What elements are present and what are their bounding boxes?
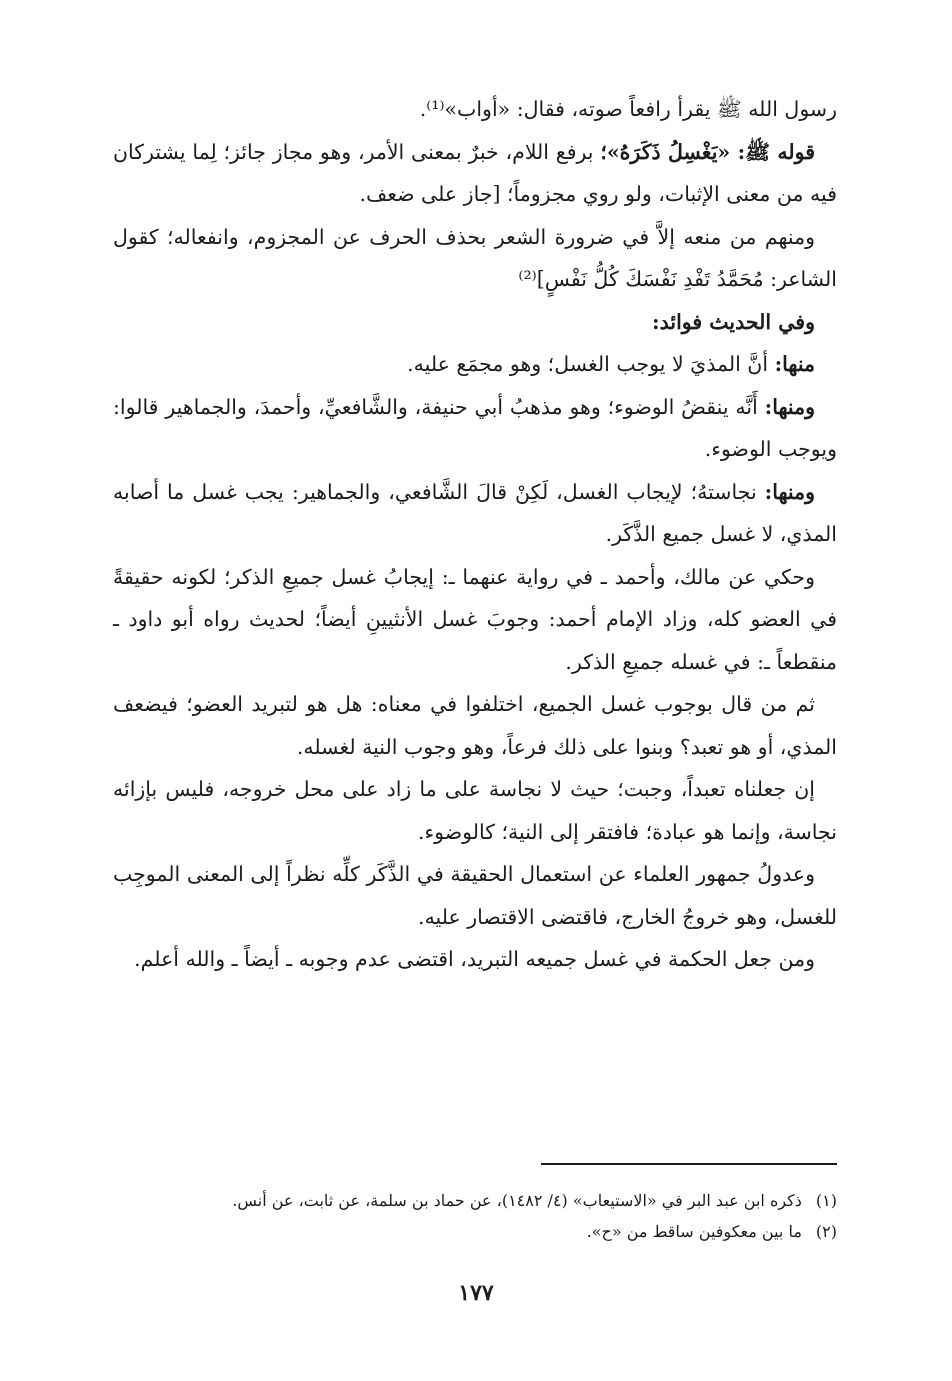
paragraph-text: أَنَّه ينقضُ الوضوء؛ وهو مذهبُ أبي حنيفة، والشَّافعيِّ، وأحمدَ، والجماهير قالوا: ويوجب الوضوء. — [113, 394, 837, 461]
paragraph-text: وعدولُ جمهور العلماء عن استعمال الحقيقة في الذَّكَر كلِّه نظراً إلى المعنى الموجِب للغسل، وهو خروجُ الخارج، فاقتضى الاقتصار عليه. — [113, 862, 837, 929]
paragraph — [113, 471, 837, 556]
paragraph-text: برفع اللام، خبرٌ بمعنى الأمر، وهو مجاز جائز؛ لِما يشتركان فيه من معنى الإثبات، ولو روي مجزوماً؛ [جاز على ضعف. — [113, 139, 837, 206]
footnote — [113, 1216, 837, 1247]
paragraph-text: ومنهم من منعه إلاَّ في ضرورة الشعر بحذف الحرف عن المجزوم، وانفعاله؛ كقول الشاعر: مُحَمَّدُ تَفْدِ نَفْسَكَ كُلُّ نَفْسٍ]⁽²⁾ — [113, 224, 837, 291]
main-text — [113, 88, 837, 981]
footnote-text: ما بين معكوفين ساقط من «ح». — [586, 1222, 802, 1241]
paragraph-lead: منها: — [774, 352, 815, 376]
paragraph — [113, 301, 837, 344]
paragraph — [113, 343, 837, 386]
paragraph — [113, 88, 837, 131]
paragraph — [113, 938, 837, 981]
paragraph — [113, 853, 837, 938]
paragraph-text: أنَّ المذيَ لا يوجب الغسل؛ وهو مجمَع عليه. — [407, 352, 775, 376]
paragraph — [113, 386, 837, 471]
paragraph-lead: ومنها: — [764, 394, 815, 419]
footnote-number: (٢) — [815, 1222, 837, 1241]
footnote-text: ذكره ابن عبد البر في «الاستيعاب» (٤/ ١٤٨٢)، عن حماد بن سلمة، عن ثابت، عن أنس. — [232, 1191, 802, 1210]
footnote — [113, 1185, 837, 1216]
paragraph — [113, 556, 837, 684]
paragraph-text: وحكي عن مالك، وأحمد ـ في رواية عنهما ـ: إيجابُ غسل جميعِ الذكر؛ لكونه حقيقةً في العضو كله، وزاد الإمام أحمد: وجوبَ غسل الأنثيينِ أيضاً؛ لحديث رواه أبو داود ـ منقطعاً ـ: في غسله جميعِ الذكر. — [113, 564, 837, 674]
footnote-number: (١) — [815, 1191, 837, 1210]
footnote-divider — [541, 1163, 837, 1165]
paragraph — [113, 683, 837, 768]
paragraph-lead: ومنها: — [764, 479, 815, 504]
paragraph-text: رسول الله ﷺ يقرأ رافعاً صوته، فقال: «أواب»⁽¹⁾. — [419, 97, 837, 121]
footnotes — [113, 1185, 837, 1247]
paragraph — [113, 216, 837, 301]
paragraph — [113, 131, 837, 216]
paragraph-text: إن جعلناه تعبداً، وجبت؛ حيث لا نجاسة على ما زاد على محل خروجه، فليس بإزائه نجاسة، وإنما هو عبادة؛ فافتقر إلى النية؛ كالوضوء. — [113, 777, 837, 844]
paragraph-lead: وفي الحديث فوائد: — [652, 309, 815, 334]
paragraph-text: ومن جعل الحكمة في غسل جميعه التبريد، اقتضى عدم وجوبه ـ أيضاً ـ والله أعلم. — [134, 947, 815, 971]
paragraph-text: ثم من قال بوجوب غسل الجميع، اختلفوا في معناه: هل هو لتبريد العضو؛ فيضعف المذي، أو هو تعبد؟ وبنوا على ذلك فرعاً، وهو وجوب النية لغسله. — [113, 692, 837, 759]
paragraph-text: نجاستهُ؛ لإيجاب الغسل، لَكِنْ قالَ الشَّافعي، والجماهير: يجب غسل ما أصابه المذي، لا غسل جميع الذَّكَر. — [113, 479, 837, 546]
paragraph-lead: قوله ﷺ: «يَغْسِلُ ذَكَرَهُ»؛ — [600, 139, 815, 164]
paragraph — [113, 768, 837, 853]
page-number: ١٧٧ — [458, 1280, 494, 1306]
